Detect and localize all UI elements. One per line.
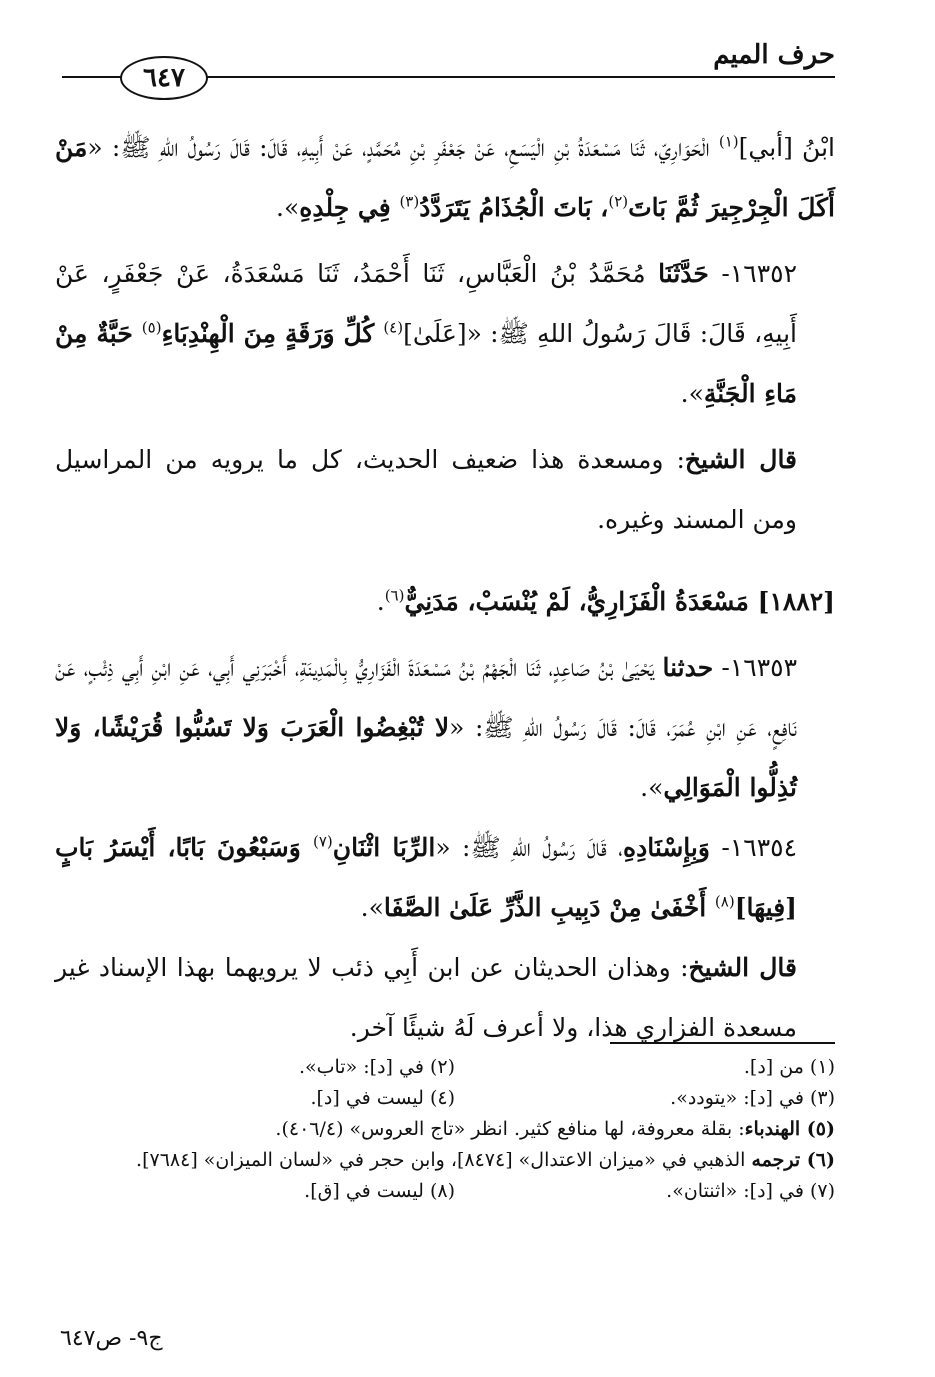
footnote-8: (٨) ليست في [ق]. xyxy=(304,1180,455,1202)
hadith-number: ١٦٣٥٢- xyxy=(708,259,797,288)
text-segment: الْحَوَارِيّ، ثَنَا مَسْعَدَةُ بْنِ الْيَسَعِ، عَنْ جَعْفَرِ بْنِ مُحَمَّدٍ، عَنْ أَبِيهِ، قَالَ: قَالَ رَسُولُ اللهِ ﷺ: « xyxy=(87,133,719,162)
text-segment: ، قَالَ رَسُولُ اللهِ ﷺ: « xyxy=(435,833,623,862)
main-text xyxy=(55,118,835,1058)
sheikh-comment-2 xyxy=(55,938,835,1058)
hadith-text: الرِّبَا اثْنَانِ xyxy=(332,833,436,862)
entry-title: [١٨٨٢] مَسْعَدَةُ الْفَزَارِيُّ، لَمْ يُنْسَبْ، مَدَنِيٌّ xyxy=(404,587,835,616)
hadith-text: كُلِّ وَرَقَةٍ مِنَ الْهِنْدِبَاءِ xyxy=(161,319,384,348)
volume-page-signature: ج٩- ص٦٤٧ xyxy=(60,1326,163,1351)
page-number: ٦٤٧ xyxy=(143,63,185,93)
text-segment: . xyxy=(376,587,385,616)
footnote-ref[interactable]: (١) xyxy=(718,132,739,151)
hadith-text: ، بَاتَ الْجُذَامُ يَتَرَدَّدُ xyxy=(419,193,609,222)
narration-word: حَدَّثَنَا xyxy=(658,259,709,288)
hadith-16353 xyxy=(55,638,835,818)
hadith-text: وَسَبْعُونَ بَابًا، أَيْسَرُ بَابٍ [فِيهَا] xyxy=(55,833,797,922)
footnotes xyxy=(55,1052,835,1207)
chapter-title: حرف الميم xyxy=(713,40,835,70)
hadith-16354 xyxy=(55,818,835,938)
footnote-row xyxy=(55,1083,835,1114)
hadith-number: ١٦٣٥٤- xyxy=(709,833,797,862)
footnote-3: (٣) في [د]: «يتودد». xyxy=(670,1087,835,1109)
footnote-text: الذهبي في «ميزان الاعتدال» [٨٤٧٤]، وابن حجر في «لسان الميزان» [٧٦٨٤]. xyxy=(136,1149,752,1171)
text-segment: ». xyxy=(680,379,704,408)
sheikh-label: قال الشيخ xyxy=(684,445,798,474)
text-segment: ». xyxy=(640,773,664,802)
text-segment: : وهذان الحديثان عن ابن أَبِي ذئب لا يرويهما بهذا الإسناد غير مسعدة الفزاري هذا، ولا أعرف لَهُ شيئًا آخر. xyxy=(55,953,797,1042)
footnote-5 xyxy=(55,1114,835,1145)
footnote-row xyxy=(55,1176,835,1207)
text-segment: ». xyxy=(360,893,384,922)
hadith-number: ١٦٣٥٣- xyxy=(713,653,797,682)
hadith-text: مَنْ أَكَلَ الْجِرْجِيرَ ثُمَّ بَاتَ xyxy=(55,133,835,222)
narration-word: وَبِإِسْنَادِهِ xyxy=(622,833,710,862)
footnote-text: : بقلة معروفة، لها منافع كثير. انظر «تاج العروس» (٤٠٦/٤). xyxy=(275,1118,745,1140)
footnote-ref[interactable]: (٤) xyxy=(383,318,404,337)
footnote-7: (٧) في [د]: «اثنتان». xyxy=(666,1180,835,1202)
footnote-label: (٦) ترجمه xyxy=(751,1149,835,1171)
footnote-ref[interactable]: (٢) xyxy=(608,192,629,211)
text-segment: : ومسعدة هذا ضعيف الحديث، كل ما يرويه من المراسيل ومن المسند وغيره. xyxy=(55,445,797,534)
footnote-4: (٤) ليست في [د]. xyxy=(310,1087,455,1109)
text-segment: يَحْيَىٰ بْنُ صَاعِدٍ، ثَنَا الْجَهْمُ بْنُ مَسْعَدَةَ الْفَزَارِيُّ بِالْمَدِينَةِ، أَخْبَرَنِي أَبِي، عَنِ ابْنِ أَبِي ذِئْبٍ، عَنْ نَافِعٍ، عَنِ ابْنِ عُمَرَ، قَالَ: قَالَ رَسُولُ اللهِ ﷺ: « xyxy=(55,653,797,742)
paragraph-continuation xyxy=(55,118,835,238)
footnote-separator xyxy=(610,1042,835,1044)
footnote-ref[interactable]: (٦) xyxy=(384,586,405,605)
hadith-text: أَخْفَىٰ مِنْ دَبِيبِ الذَّرِّ عَلَىٰ الصَّفَا xyxy=(383,893,715,922)
hadith-text: حَبَّةٌ مِنْ مَاءِ الْجَنَّةِ xyxy=(55,319,797,408)
text-segment: ». xyxy=(276,193,300,222)
footnote-2: (٢) في [د]: «تاب». xyxy=(298,1056,455,1078)
footnote-ref[interactable]: (٧) xyxy=(312,832,333,851)
hadith-16352 xyxy=(55,244,835,424)
text-segment: مُحَمَّدُ بْنُ الْعَبَّاسِ، ثَنَا أَحْمَدُ، ثَنَا مَسْعَدَةُ، عَنْ جَعْفَرٍ، عَنْ أَبِيهِ، قَالَ: قَالَ رَسُولُ اللهِ ﷺ: «[عَلَىٰ] xyxy=(55,259,798,348)
entry-heading-1882 xyxy=(55,572,835,632)
footnote-6 xyxy=(55,1145,835,1176)
hadith-text: لا تُبْغِضُوا الْعَرَبَ وَلا تَسُبُّوا قُرَيْشًا، وَلا تُذِلُّوا الْمَوَالِي xyxy=(55,713,797,802)
hadith-text: فِي جِلْدِهِ xyxy=(299,193,400,222)
footnote-ref[interactable]: (٣) xyxy=(399,192,420,211)
footnote-row xyxy=(55,1052,835,1083)
footnote-label: (٥) الهندباء xyxy=(744,1118,835,1140)
sheikh-label: قال الشيخ xyxy=(688,953,797,982)
narration-word: حدثنا xyxy=(662,653,714,682)
footnote-1: (١) من [د]. xyxy=(743,1056,835,1078)
sheikh-comment-1 xyxy=(55,430,835,550)
text-segment: ابْنُ [أبي] xyxy=(738,133,835,162)
footnote-ref[interactable]: (٥) xyxy=(141,318,162,337)
page-number-badge xyxy=(120,56,208,100)
footnote-ref[interactable]: (٨) xyxy=(714,892,735,911)
